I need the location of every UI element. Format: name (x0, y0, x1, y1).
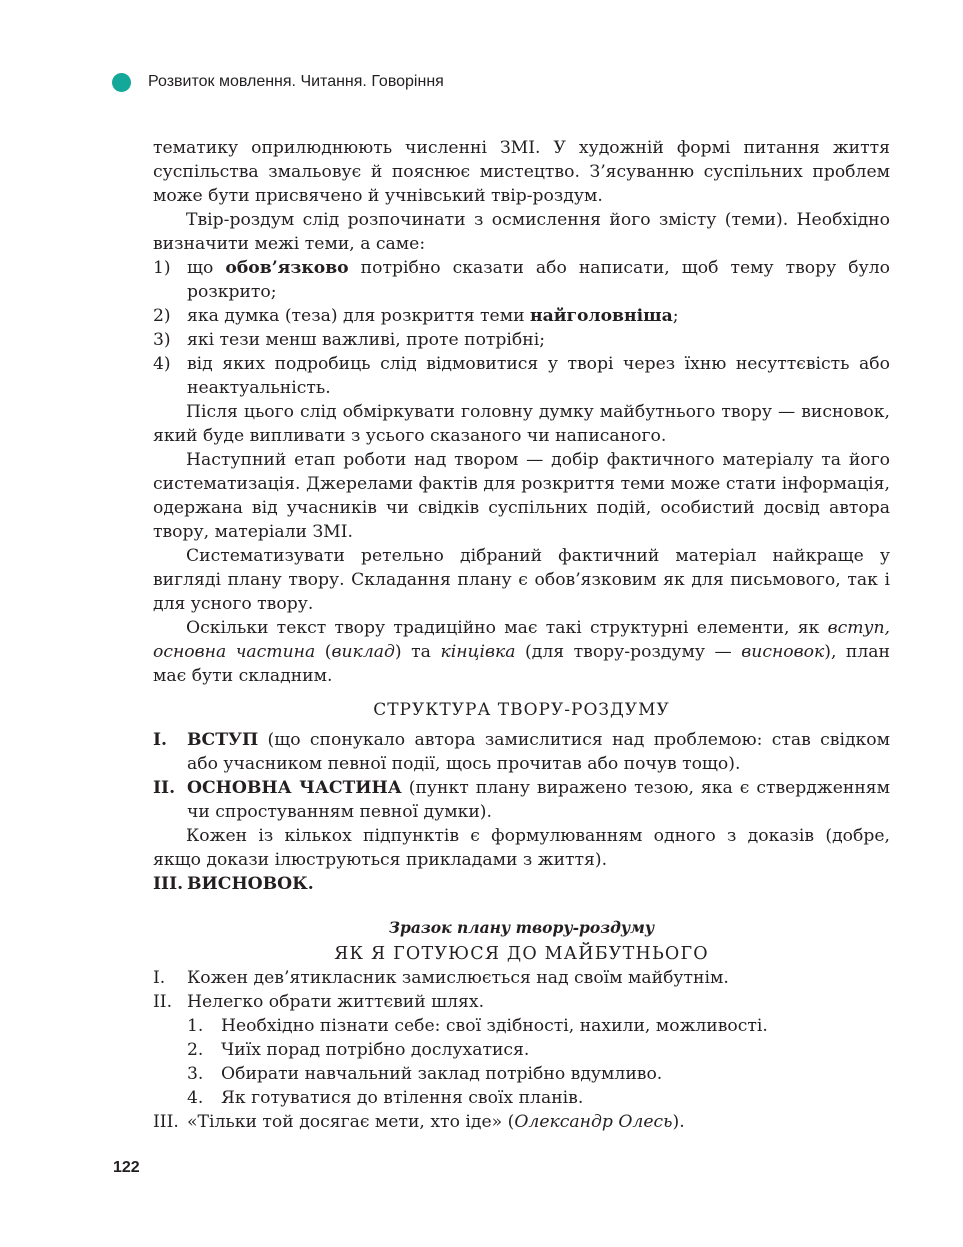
plan-item: ІІ. Нелегко обрати життєвий шлях. (153, 992, 485, 1012)
plan-item: ІІІ. «Тільки той досягає мети, хто іде» (Олександр Олесь). (153, 1112, 685, 1132)
plan-subitem: 2. Чиїх порад потрібно дослухатися. (187, 1040, 530, 1060)
list-item: 2) яка думка (теза) для розкриття теми найголовніша; (153, 306, 679, 326)
list-item: 3) які тези менш важливі, проте потрібні; (153, 330, 546, 350)
paragraph: Після цього слід обміркувати головну думку майбутнього твору — висновок, який буде випливати з усього сказаного чи написаного. (153, 402, 890, 446)
structure-item: II. ОСНОВНА ЧАСТИНА (пункт плану виражено тезою, яка є ствердженням чи спростуванням певної думки). (153, 778, 890, 822)
plan-subitem: 1. Необхідно пізнати себе: свої здібності, нахили, можливості. (187, 1016, 768, 1036)
sample-label: Зразок плану твору-роздуму (388, 918, 655, 937)
structure-item: III. ВИСНОВОК. (153, 874, 314, 894)
section-marker-icon (112, 73, 131, 92)
paragraph: Наступний етап роботи над твором — добір фактичного матеріалу та його систематизація. Джерелами фактів для розкриття теми може стати інформація, одержана від учасників чи свідків суспільних подій, особистий досвід автора твору, матеріали ЗМІ. (153, 450, 890, 542)
page-number: 122 (113, 1159, 140, 1176)
numbered-list (153, 256, 890, 400)
paragraph: Систематизувати ретельно дібраний фактичний матеріал найкраще у вигляді плану твору. Складання плану є обов’язковим як для письмового, так і для усного твору. (153, 546, 890, 614)
paragraph: тематику оприлюднюють численні ЗМІ. У художній формі питання життя суспільства змальовує й пояснює мистецтво. З’ясуванню суспільних проблем може бути присвячено й учнівський твір-роздум. (153, 138, 890, 206)
structure-item: I. ВСТУП (що спонукало автора замислитися над проблемою: став свідком або учасником певної події, щось прочитав або почув тощо). (153, 730, 890, 774)
list-item: 4) від яких подробиць слід відмовитися у творі через їхню несуттєвість або неактуальність. (153, 354, 890, 398)
section-title: Розвиток мовлення. Читання. Говоріння (148, 73, 444, 90)
structure-heading: СТРУКТУРА ТВОРУ-РОЗДУМУ (373, 700, 670, 720)
structure-note: Кожен із кількох підпунктів є формулюванням одного з доказів (добре, якщо докази ілюструються прикладами з життя). (153, 826, 890, 870)
sample-plan (153, 966, 890, 1134)
running-header (112, 72, 444, 92)
plan-subitem: 3. Обирати навчальний заклад потрібно вдумливо. (187, 1064, 663, 1084)
plan-subitem: 4. Як готуватися до втілення своїх планів. (187, 1088, 584, 1108)
page-content (153, 136, 890, 1134)
paragraph: Оскільки текст твору традиційно має такі структурні елементи, як вступ, основна частина (виклад) та кінцівка (для твору-роздуму — висновок), план має бути складним. (153, 618, 891, 686)
list-item: 1) що обов’язково потрібно сказати або написати, щоб тему твору було розкрито; (153, 258, 891, 302)
sample-title: ЯК Я ГОТУЮСЯ ДО МАЙБУТНЬОГО (334, 944, 709, 964)
paragraph: Твір-роздум слід розпочинати з осмислення його змісту (теми). Необхідно визначити межі теми, а саме: (153, 210, 890, 254)
plan-item: І. Кожен дев’ятикласник замислюється над своїм майбутнім. (153, 968, 729, 988)
